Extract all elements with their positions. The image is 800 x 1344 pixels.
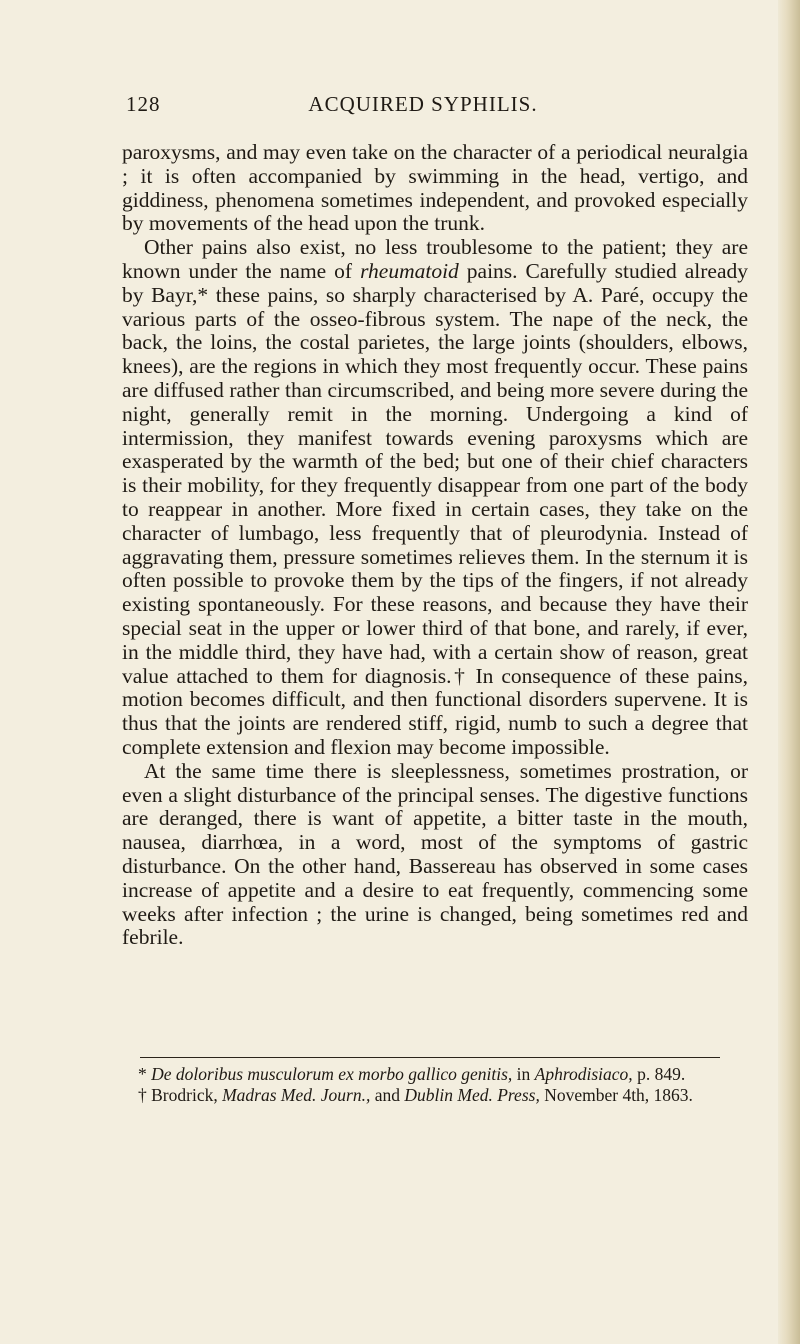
footnote-1-end: p. 849.: [632, 1064, 686, 1084]
running-title: ACQUIRED SYPHILIS.: [308, 92, 538, 116]
paragraph-2-italic: rheumatoid: [360, 258, 459, 283]
footnote-2-end: November 4th, 1863.: [539, 1085, 693, 1105]
footnote-2-source-2: Dublin Med. Press,: [404, 1085, 540, 1105]
footnote-1-mid: in: [512, 1064, 535, 1084]
footnote-2-source-1: Madras Med. Journ.,: [222, 1085, 371, 1105]
paragraph-2-part-1: Other pains also exist, no less troublesome to the patient; they are known under the name of: [122, 235, 748, 283]
footnote-1-source: Aphrodisiaco,: [534, 1064, 633, 1084]
footnote-1: [122, 1064, 748, 1085]
footnotes: [122, 1064, 748, 1106]
footnote-2: [122, 1085, 748, 1106]
page-header: [118, 92, 728, 116]
page-number: 128: [126, 92, 161, 116]
paragraph-3: At the same time there is sleeplessness, sometimes prostration, or even a slight disturbance of the principal senses. The digestive functions are deranged, there is want of appetite, a bitter taste in the mouth, nausea, diarrhœa, in a word, most of the symptoms of gastric disturbance. On the other hand, Bassereau has observed in some cases increase of appetite and a desire to eat frequently, commencing some weeks after infection ; the urine is changed, being sometimes red and febrile.: [122, 758, 748, 950]
footnote-1-mark: *: [138, 1064, 152, 1084]
paragraph-2: [122, 236, 748, 760]
footnote-rule: [140, 1057, 720, 1058]
page-edge-shadow: [778, 0, 800, 1344]
footnote-2-mid: and: [370, 1085, 405, 1105]
footnote-1-title: De doloribus musculorum ex morbo gallico genitis,: [151, 1064, 513, 1084]
footnote-2-mark: † Brodrick,: [138, 1085, 223, 1105]
paragraph-1: paroxysms, and may even take on the character of a periodical neuralgia ; it is often accompanied by swimming in the head, vertigo, and giddiness, phenomena sometimes independent, and provoked especially by movements of the head upon the trunk.: [122, 140, 748, 236]
body-text: [122, 141, 748, 950]
paragraph-2-part-2: pains. Carefully studied already by Bayr,* these pains, so sharply characterised by A. Paré, occupy the various parts of the osseo-fibrous system. The nape of the neck, the back, the loins, the costal parietes, the large joints (shoulders, elbows, knees), are the regions in which they most frequently occur. These pains are diffused rather than circumscribed, and being more severe during the night, generally remit in the morning. Undergoing a kind of intermission, they manifest towards evening paroxysms which are exasperated by the warmth of the bed; but one of their chief characters is their mobility, for they frequently disappear from one part of the body to reappear in another. More fixed in certain cases, they take on the character of lumbago, less frequently that of pleurodynia. Instead of aggravating them, pressure sometimes relieves them. In the sternum it is often possible to provoke them by the tips of the fingers, if not already existing spontaneously. For these reasons, and because they have their special seat in the upper or lower third of that bone, and rarely, if ever, in the middle third, they have had, with a certain show of reason, great value attached to them for diagnosis.† In consequence of these pains, motion becomes difficult, and then functional disorders supervene. It is thus that the joints are rendered stiff, rigid, numb to such a degree that complete extension and flexion may become impossible.: [122, 258, 748, 759]
